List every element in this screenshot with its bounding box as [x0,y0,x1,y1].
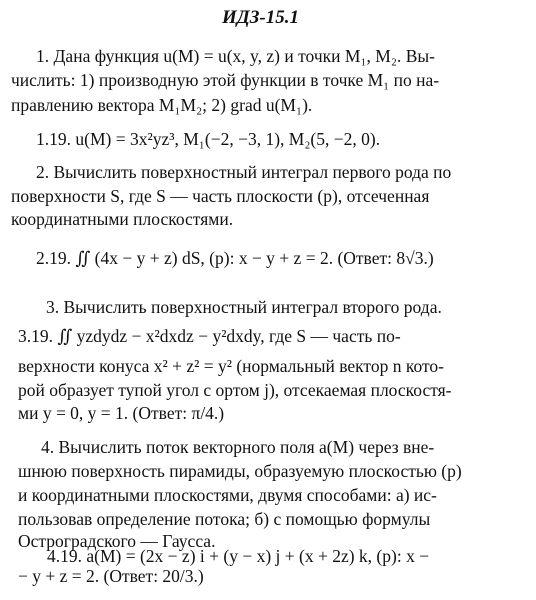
task4-variant-line-1: 4.19. a(M) = (2x − z) i + (y − x) j + (x + 2z) k, (p): x − [47,546,430,566]
task3-line-1: 3.19. ∬ yzdydz − x²dxdz − y²dxdy, где S — часть по- [18,326,401,346]
task3-line-2: верхности конуса x² + z² = y² (нормальный вектор n кото- [18,356,444,376]
task1-line-1: 1. Дана функция u(M) = u(x, y, z) и точки M₁, M₂. Вы- [36,46,435,66]
task4-line-2: шнюю поверхность пирамиды, образуемую плоскостью (p) [18,461,462,481]
task2-line-1: 2. Вычислить поверхностный интеграл первого рода по [36,162,452,182]
task1-line-3: правлению вектора M₁M₂; 2) grad u(M₁). [11,95,313,115]
task3-line-3: рой образует тупой угол с ортом j), отсекаемая плоскостя- [18,380,452,400]
task2-line-2: поверхности S, где S — часть плоскости (p), отсеченная [11,186,430,206]
task4-variant-line-2: − y + z = 2. (Ответ: 20/3.) [18,566,204,586]
task2-line-3: координатными плоскостями. [11,209,234,229]
task2-variant: 2.19. ∬ (4x − y + z) dS, (p): x − y + z = 2. (Ответ: 8√3.) [36,248,434,268]
task4-line-4: пользовав определение потока; б) с помощью формулы [18,509,431,529]
task4-line-1: 4. Вычислить поток векторного поля a(M) через вне- [41,437,435,457]
task4-line-3: и координатными плоскостями, двумя способами: а) ис- [18,485,437,505]
task4-line-5: Остроградского — Гаусса. [18,531,216,551]
task1-variant: 1.19. u(M) = 3x²yz³, M₁(−2, −3, 1), M₂(5, −2, 0). [36,129,381,149]
task1-line-2: числить: 1) производную этой функции в точке M₁ по на- [11,70,440,90]
task3-line-4: ми y = 0, y = 1. (Ответ: π/4.) [18,403,225,423]
task3-heading: 3. Вычислить поверхностный интеграл второго рода. [46,297,442,317]
document-title: ИДЗ-15.1 [222,7,300,28]
